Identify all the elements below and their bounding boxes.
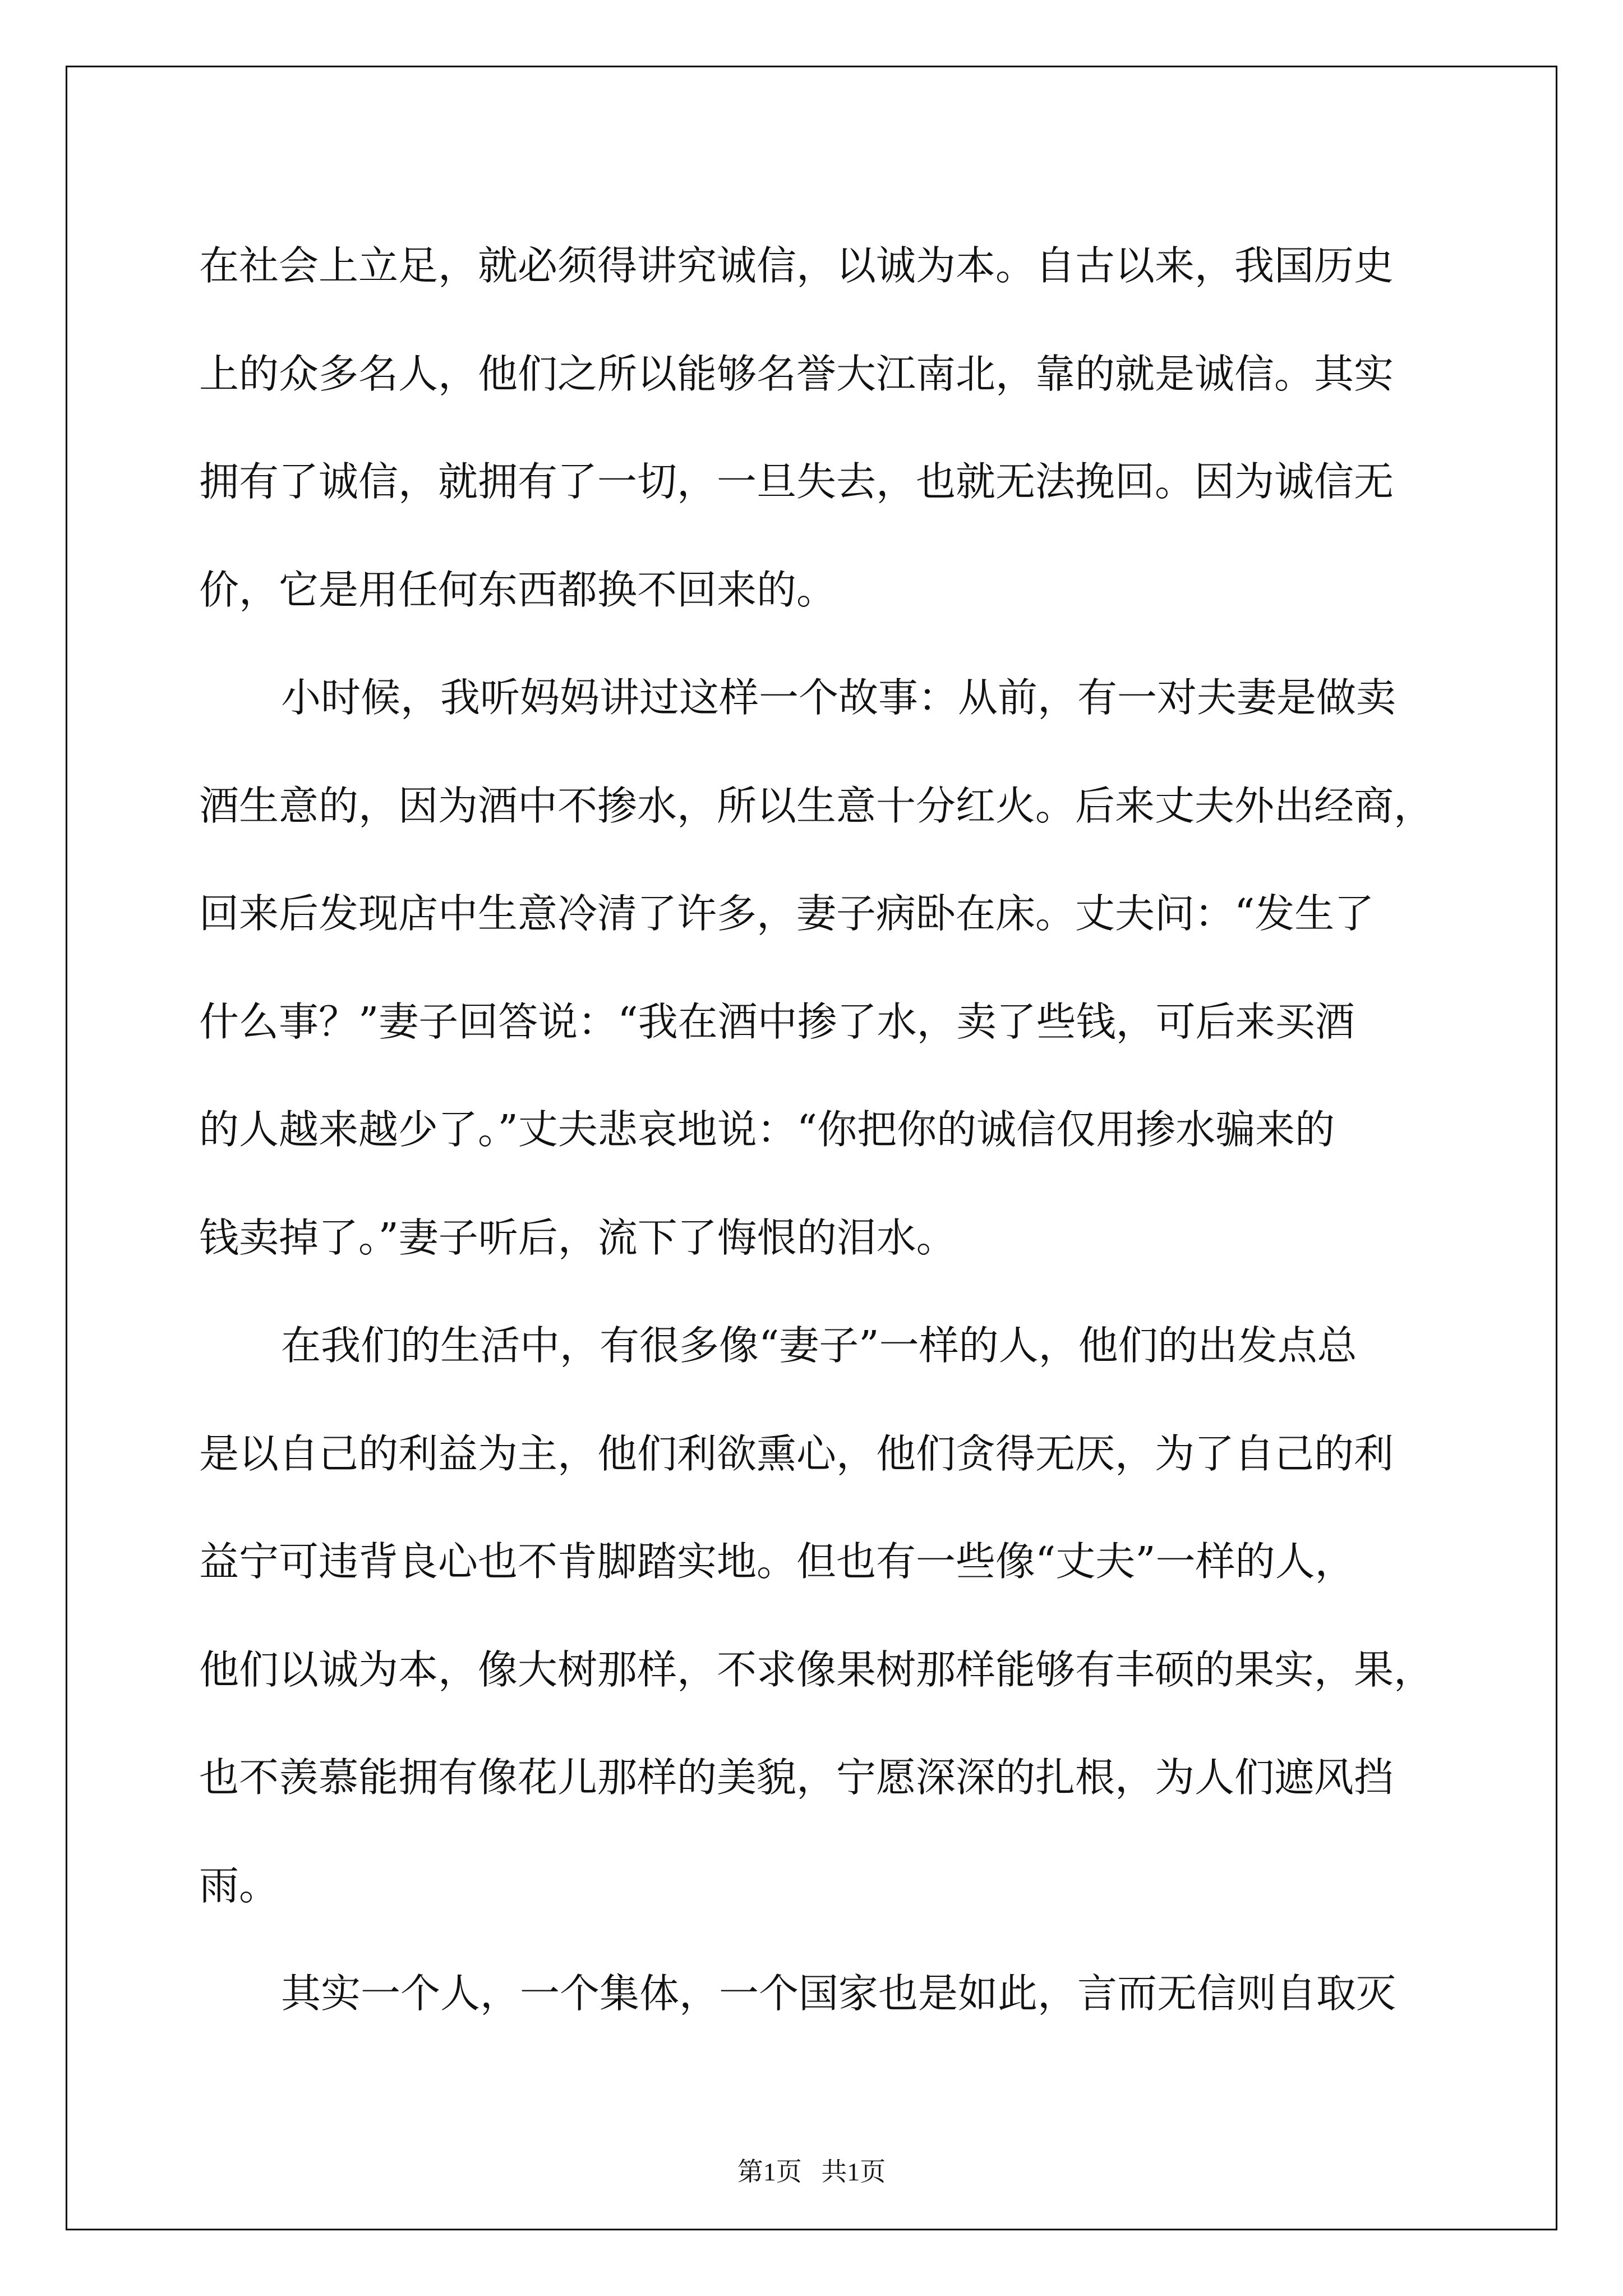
text-line: 他们以诚为本，像大树那样，不求像果树那样能够有丰硕的果实，果， [199, 1646, 1434, 1693]
text-line: 的人越来越少了。”丈夫悲哀地说：“你把你的诚信仅用掺水骗来的 [199, 1106, 1335, 1153]
text-line: 拥有了诚信，就拥有了一切，一旦失去，也就无法挽回。因为诚信无 [199, 458, 1394, 505]
text-line: 什么事？”妻子回答说：“我在酒中掺了水，卖了些钱，可后来买酒 [199, 998, 1355, 1045]
page-number-footer: 第1页 共1页 [737, 2157, 886, 2186]
text-line: 酒生意的，因为酒中不掺水，所以生意十分红火。后来丈夫外出经商， [199, 782, 1434, 829]
text-line: 价，它是用任何东西都换不回来的。 [199, 566, 837, 613]
text-line: 上的众多名人，他们之所以能够名誉大江南北，靠的就是诚信。其实 [199, 350, 1394, 397]
text-line: 也不羡慕能拥有像花儿那样的美貌，宁愿深深的扎根，为人们遮风挡 [199, 1754, 1394, 1801]
text-line: 在社会上立足，就必须得讲究诚信，以诚为本。自古以来，我国历史 [199, 242, 1394, 289]
paragraph-first-line: 小时候，我听妈妈讲过这样一个故事：从前，有一对夫妻是做卖 [281, 674, 1396, 721]
text-line: 是以自己的利益为主，他们利欲熏心，他们贪得无厌，为了自己的利 [199, 1430, 1394, 1477]
text-line: 雨。 [199, 1862, 279, 1909]
text-line: 益宁可违背良心也不肯脚踏实地。但也有一些像“丈夫”一样的人， [199, 1538, 1355, 1585]
document-body [199, 212, 1444, 2048]
paragraph-first-line: 在我们的生活中，有很多像“妻子”一样的人，他们的出发点总 [281, 1322, 1357, 1369]
text-line: 回来后发现店中生意冷清了许多，妻子病卧在床。丈夫问：“发生了 [199, 890, 1375, 937]
text-line: 钱卖掉了。”妻子听后，流下了悔恨的泪水。 [199, 1214, 956, 1261]
paragraph-first-line: 其实一个人，一个集体，一个国家也是如此，言而无信则自取灭 [281, 1970, 1396, 2017]
